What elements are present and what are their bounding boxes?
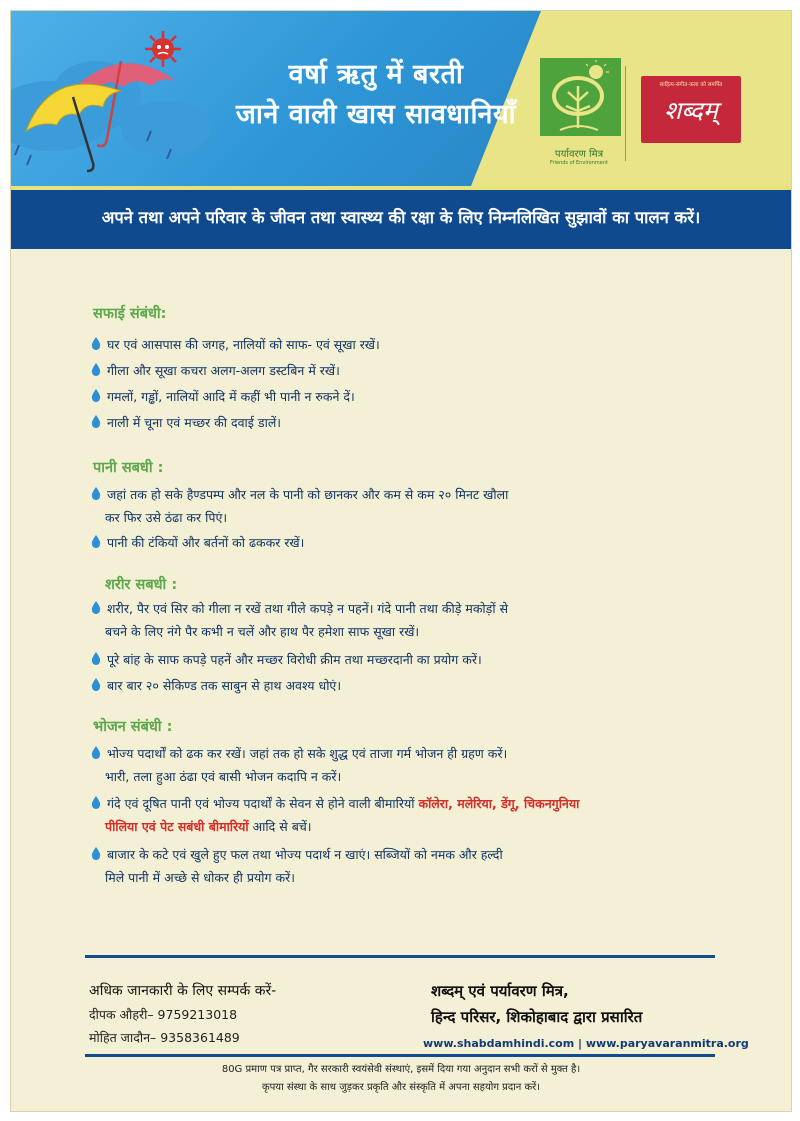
virus-icon: [143, 29, 183, 69]
water-drop-icon: [91, 678, 101, 691]
section-title-food: भोजन संबंधी :: [93, 719, 173, 735]
contact-heading: अधिक जानकारी के लिए सम्पर्क करें-: [89, 983, 277, 999]
instruction-banner: [11, 186, 791, 249]
list-item: नाली में चूना एवं मच्छर की दवाई डालें।: [91, 411, 281, 434]
section-title-body: शरीर सबधी :: [105, 577, 178, 593]
section-title-water: पानी सबधी :: [93, 460, 164, 476]
water-drop-icon: [91, 487, 101, 500]
water-drop-icon: [91, 746, 101, 759]
list-item: शरीर, पैर एवं सिर को गीला न रखें तथा गीले कपड़े न पहनें। गंदे पानी तथा कीड़े मकोड़ों से बचने के लिए नंगे पैर कभी न चलें और हाथ पैर हमेशा साफ सूखा रखें।: [91, 597, 508, 643]
header: [11, 11, 791, 186]
list-item: जहां तक हो सके हैण्डपम्प और नल के पानी को छानकर और कम से कम २० मिनट खौला कर फिर उसे ठंढा कर पिएं।: [91, 483, 508, 529]
list-item: घर एवं आसपास की जगह, नालियों को साफ- एवं सूखा रखें।: [91, 333, 380, 356]
list-item: पूरे बांह के साफ कपड़े पहनें और मच्छर विरोधी क्रीम तथा मच्छरदानी का प्रयोग करें।: [91, 648, 482, 671]
logo2-tagline: साहित्य-संगीत-कला को समर्पित: [659, 82, 723, 88]
water-drop-icon: [91, 847, 101, 860]
water-drop-icon: [91, 415, 101, 428]
banner-text: अपने तथा अपने परिवार के जीवन तथा स्वास्थ्य की रक्षा के लिए निम्नलिखित सुझावों का पालन करें।: [101, 208, 701, 227]
footer-note-2: कृपया संस्था के साथ जुड़कर प्रकृति और संस्कृति में अपना सहयोग प्रदान करें।: [261, 1082, 541, 1093]
water-drop-icon: [91, 363, 101, 376]
logo2-word: शब्दम्: [664, 96, 718, 125]
footer-divider: [85, 1054, 715, 1057]
list-item: गीला और सूखा कचरा अलग-अलग डस्टबिन में रखें।: [91, 359, 340, 382]
water-drop-icon: [91, 601, 101, 614]
org-line-1: शब्दम् एवं पर्यावरण मित्र,: [431, 982, 569, 1000]
logo1-sub: Friends of Environment: [550, 160, 608, 166]
water-drop-icon: [91, 652, 101, 665]
list-item: गमलों, गड्ढों, नालियों आदि में कहीं भी पानी न रुकने दें।: [91, 385, 355, 408]
logo-divider: [625, 66, 626, 161]
contact-1: दीपक औहरी– 9759213018: [89, 1007, 238, 1022]
water-drop-icon: [91, 389, 101, 402]
list-item: बार बार २० सेकिण्ड तक साबुन से हाथ अवश्य धोएं।: [91, 674, 341, 697]
title-line-2: जाने वाली खास सावधानियाँ: [235, 99, 517, 130]
water-drop-icon: [91, 337, 101, 350]
footer-note-1: 80G प्रमाण पत्र प्राप्त, गैर सरकारी स्वयंसेवी संस्थाएं, इसमें दिया गया अनुदान सभी करों से मुक्त है।: [221, 1064, 581, 1075]
contact-2: मोहित जादौन– 9358361489: [89, 1030, 240, 1045]
water-drop-icon: [91, 535, 101, 548]
list-item: भोज्य पदार्थों को ढक कर रखें। जहां तक हो सके शुद्ध एवं ताजा गर्म भोजन ही ग्रहण करें। भारी, तला हुआ ठंढा एवं बासी भोजन कदापि न करें।: [91, 742, 507, 788]
list-item: बाजार के कटे एवं खुले हुए फल तथा भोज्य पदार्थ न खाएं। सब्जियों को नमक और हल्दी मिले पानी में अच्छे से धोकर ही प्रयोग करें।: [91, 843, 503, 889]
water-drop-icon: [91, 796, 101, 809]
title-line-1: वर्षा ऋतु में बरती: [288, 59, 464, 90]
poster: [10, 10, 792, 1112]
list-item: गंदे एवं दूषित पानी एवं भोज्य पदार्थों के सेवन से होने वाली बीमारियों कॉलेरा, मलेरिया, डेंगू, चिकनगुनिया पीलिया एवं पेट सबंधी बीमारियों आदि से बचें।: [91, 792, 579, 838]
org-line-2: हिन्द परिसर, शिकोहाबाद द्वारा प्रसारित: [431, 1008, 643, 1026]
page-title: [221, 55, 531, 135]
list-item: पानी की टंकियों और बर्तनों को ढककर रखें।: [91, 531, 304, 554]
section-title-cleanliness: सफाई संबंधी:: [93, 306, 167, 322]
logo1-label: पर्यावरण मित्र: [554, 149, 604, 160]
website-links[interactable]: www.shabdamhindi.com | www.paryavaranmitra.org: [423, 1037, 749, 1050]
footer-divider: [85, 955, 715, 958]
